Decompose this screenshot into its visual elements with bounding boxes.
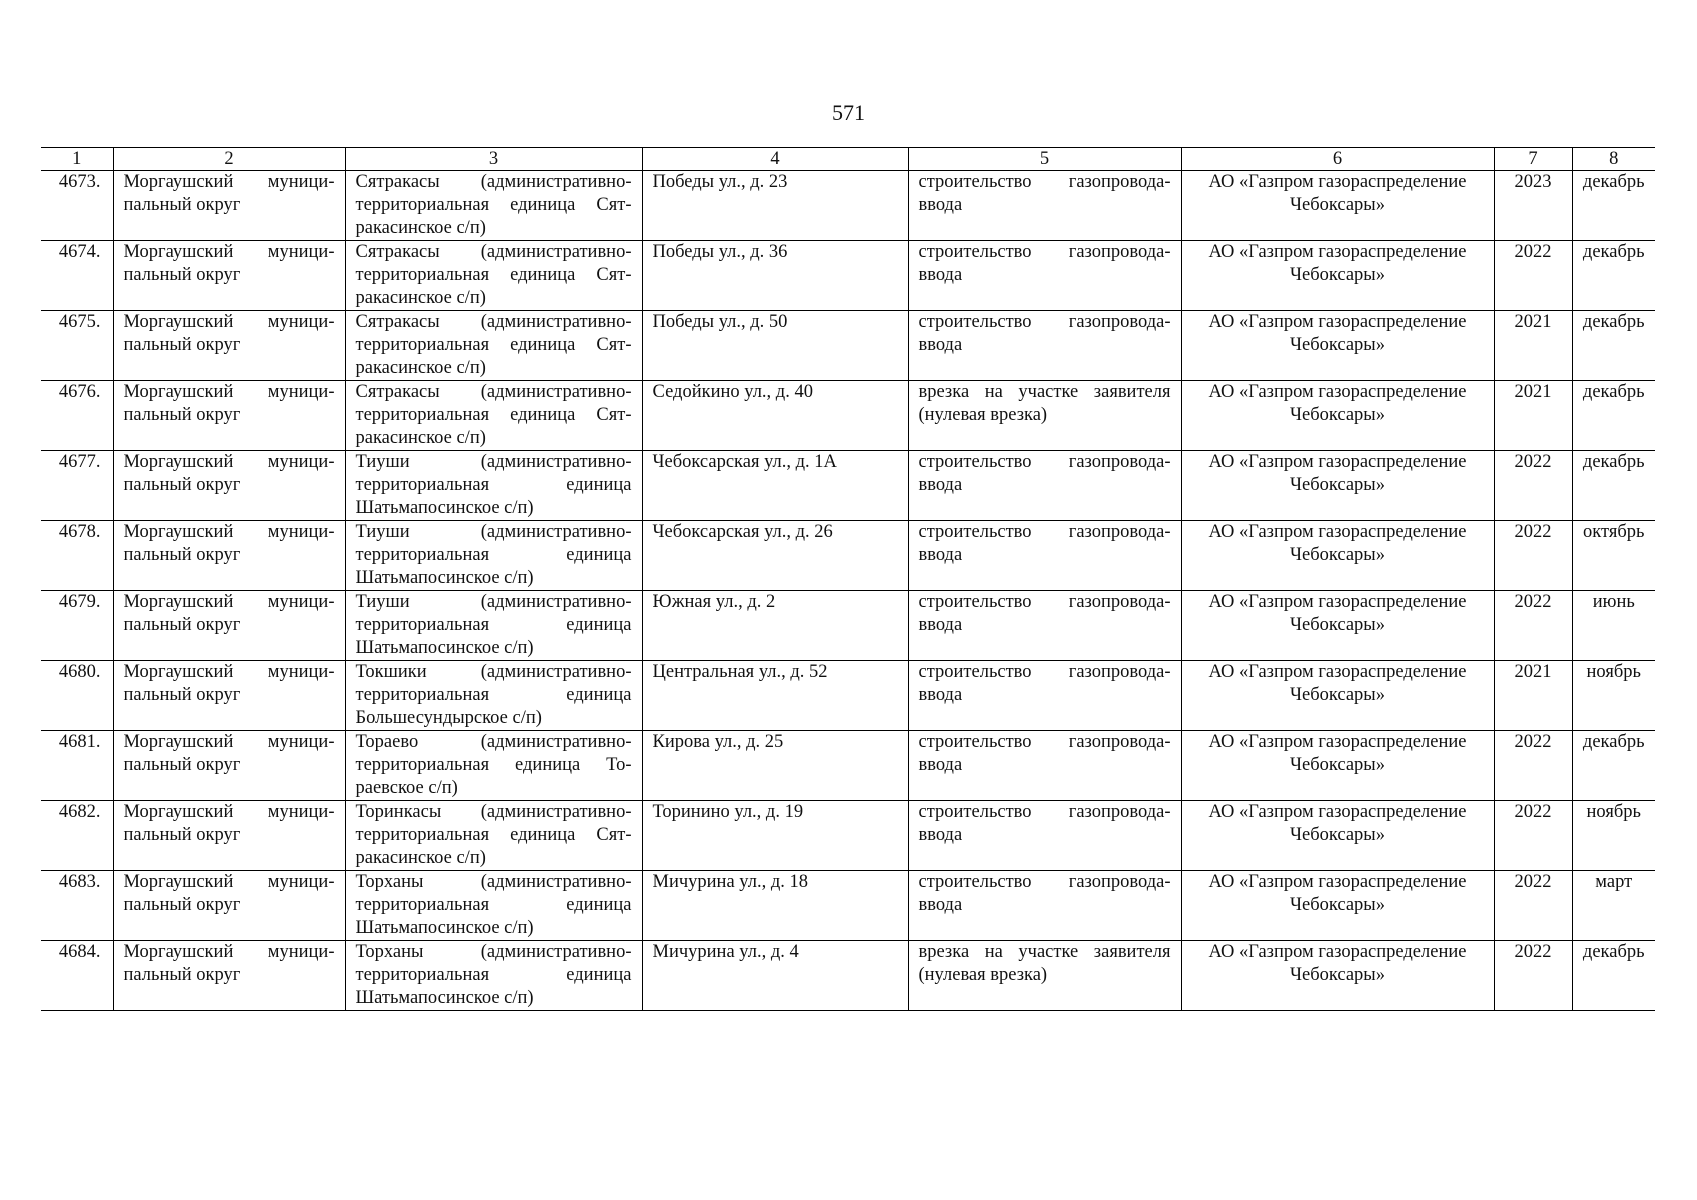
settlement-cell: Торинкасы (административно-территориальная единица Сят-ракасинское с/п) [345,801,642,871]
table-row [41,591,1655,661]
organization-cell: АО «Газпром газораспределение Чебоксары» [1181,801,1494,871]
row-number-cell: 4684. [41,941,113,1011]
settlement-cell: Торханы (административно-территориальная единица Шатьмапосинское с/п) [345,871,642,941]
row-number-cell: 4683. [41,871,113,941]
address-cell: Победы ул., д. 50 [642,311,908,381]
district-cell: Моргаушский муници-пальный округ [113,941,345,1011]
work-type-cell: строительство газопровода-ввода [908,241,1181,311]
district-cell: Моргаушский муници-пальный округ [113,171,345,241]
year-cell: 2021 [1494,661,1572,731]
address-cell: Победы ул., д. 36 [642,241,908,311]
settlement-cell: Сятракасы (административно-территориальная единица Сят-ракасинское с/п) [345,381,642,451]
settlement-cell: Тиуши (административно-территориальная единица Шатьмапосинское с/п) [345,451,642,521]
row-number-cell: 4679. [41,591,113,661]
table-row [41,311,1655,381]
month-cell: декабрь [1572,941,1655,1011]
column-header: 6 [1181,148,1494,171]
work-type-cell: строительство газопровода-ввода [908,871,1181,941]
month-cell: декабрь [1572,311,1655,381]
work-type-cell: строительство газопровода-ввода [908,311,1181,381]
work-type-cell: врезка на участке заявителя (нулевая врезка) [908,941,1181,1011]
organization-cell: АО «Газпром газораспределение Чебоксары» [1181,941,1494,1011]
row-number-cell: 4682. [41,801,113,871]
table-row [41,661,1655,731]
table-row [41,731,1655,801]
address-cell: Мичурина ул., д. 18 [642,871,908,941]
table-row [41,451,1655,521]
page-number: 571 [832,100,865,125]
month-cell: декабрь [1572,171,1655,241]
organization-cell: АО «Газпром газораспределение Чебоксары» [1181,661,1494,731]
district-cell: Моргаушский муници-пальный округ [113,591,345,661]
district-cell: Моргаушский муници-пальный округ [113,451,345,521]
organization-cell: АО «Газпром газораспределение Чебоксары» [1181,521,1494,591]
column-header: 1 [41,148,113,171]
work-type-cell: строительство газопровода-ввода [908,171,1181,241]
column-header: 8 [1572,148,1655,171]
address-cell: Мичурина ул., д. 4 [642,941,908,1011]
organization-cell: АО «Газпром газораспределение Чебоксары» [1181,311,1494,381]
work-type-cell: врезка на участке заявителя (нулевая врезка) [908,381,1181,451]
address-cell: Чебоксарская ул., д. 26 [642,521,908,591]
year-cell: 2022 [1494,451,1572,521]
column-header: 2 [113,148,345,171]
settlement-cell: Тиуши (административно-территориальная единица Шатьмапосинское с/п) [345,521,642,591]
row-number-cell: 4675. [41,311,113,381]
year-cell: 2022 [1494,731,1572,801]
district-cell: Моргаушский муници-пальный округ [113,241,345,311]
district-cell: Моргаушский муници-пальный округ [113,311,345,381]
column-header: 7 [1494,148,1572,171]
address-cell: Центральная ул., д. 52 [642,661,908,731]
settlement-cell: Сятракасы (административно-территориальная единица Сят-ракасинское с/п) [345,171,642,241]
district-cell: Моргаушский муници-пальный округ [113,801,345,871]
month-cell: ноябрь [1572,661,1655,731]
month-cell: декабрь [1572,241,1655,311]
district-cell: Моргаушский муници-пальный округ [113,731,345,801]
year-cell: 2022 [1494,941,1572,1011]
address-cell: Южная ул., д. 2 [642,591,908,661]
table-row [41,521,1655,591]
year-cell: 2022 [1494,871,1572,941]
column-header: 4 [642,148,908,171]
column-header: 3 [345,148,642,171]
district-cell: Моргаушский муници-пальный округ [113,521,345,591]
month-cell: декабрь [1572,731,1655,801]
work-type-cell: строительство газопровода-ввода [908,451,1181,521]
month-cell: июнь [1572,591,1655,661]
settlement-cell: Токшики (административно-территориальная единица Большесундырское с/п) [345,661,642,731]
gas-connection-table [41,147,1655,1011]
year-cell: 2021 [1494,311,1572,381]
settlement-cell: Тораево (административно-территориальная единица То-раевское с/п) [345,731,642,801]
month-cell: ноябрь [1572,801,1655,871]
row-number-cell: 4678. [41,521,113,591]
work-type-cell: строительство газопровода-ввода [908,801,1181,871]
year-cell: 2022 [1494,801,1572,871]
settlement-cell: Торханы (административно-территориальная единица Шатьмапосинское с/п) [345,941,642,1011]
month-cell: декабрь [1572,451,1655,521]
year-cell: 2022 [1494,521,1572,591]
row-number-cell: 4673. [41,171,113,241]
address-cell: Кирова ул., д. 25 [642,731,908,801]
row-number-cell: 4680. [41,661,113,731]
district-cell: Моргаушский муници-пальный округ [113,661,345,731]
year-cell: 2022 [1494,241,1572,311]
settlement-cell: Тиуши (административно-территориальная единица Шатьмапосинское с/п) [345,591,642,661]
district-cell: Моргаушский муници-пальный округ [113,381,345,451]
work-type-cell: строительство газопровода-ввода [908,661,1181,731]
column-header: 5 [908,148,1181,171]
address-cell: Торинино ул., д. 19 [642,801,908,871]
district-cell: Моргаушский муници-пальный округ [113,871,345,941]
organization-cell: АО «Газпром газораспределение Чебоксары» [1181,171,1494,241]
month-cell: март [1572,871,1655,941]
table-row [41,241,1655,311]
organization-cell: АО «Газпром газораспределение Чебоксары» [1181,591,1494,661]
month-cell: октябрь [1572,521,1655,591]
address-cell: Победы ул., д. 23 [642,171,908,241]
table-row [41,381,1655,451]
organization-cell: АО «Газпром газораспределение Чебоксары» [1181,871,1494,941]
work-type-cell: строительство газопровода-ввода [908,731,1181,801]
table-row [41,941,1655,1011]
month-cell: декабрь [1572,381,1655,451]
address-cell: Седойкино ул., д. 40 [642,381,908,451]
settlement-cell: Сятракасы (административно-территориальная единица Сят-ракасинское с/п) [345,311,642,381]
year-cell: 2023 [1494,171,1572,241]
row-number-cell: 4677. [41,451,113,521]
table-row [41,871,1655,941]
organization-cell: АО «Газпром газораспределение Чебоксары» [1181,731,1494,801]
organization-cell: АО «Газпром газораспределение Чебоксары» [1181,451,1494,521]
row-number-cell: 4681. [41,731,113,801]
table-row [41,171,1655,241]
address-cell: Чебоксарская ул., д. 1А [642,451,908,521]
row-number-cell: 4674. [41,241,113,311]
row-number-cell: 4676. [41,381,113,451]
organization-cell: АО «Газпром газораспределение Чебоксары» [1181,241,1494,311]
work-type-cell: строительство газопровода-ввода [908,521,1181,591]
year-cell: 2021 [1494,381,1572,451]
settlement-cell: Сятракасы (административно-территориальная единица Сят-ракасинское с/п) [345,241,642,311]
work-type-cell: строительство газопровода-ввода [908,591,1181,661]
column-number-row [41,148,1655,171]
year-cell: 2022 [1494,591,1572,661]
table-row [41,801,1655,871]
organization-cell: АО «Газпром газораспределение Чебоксары» [1181,381,1494,451]
